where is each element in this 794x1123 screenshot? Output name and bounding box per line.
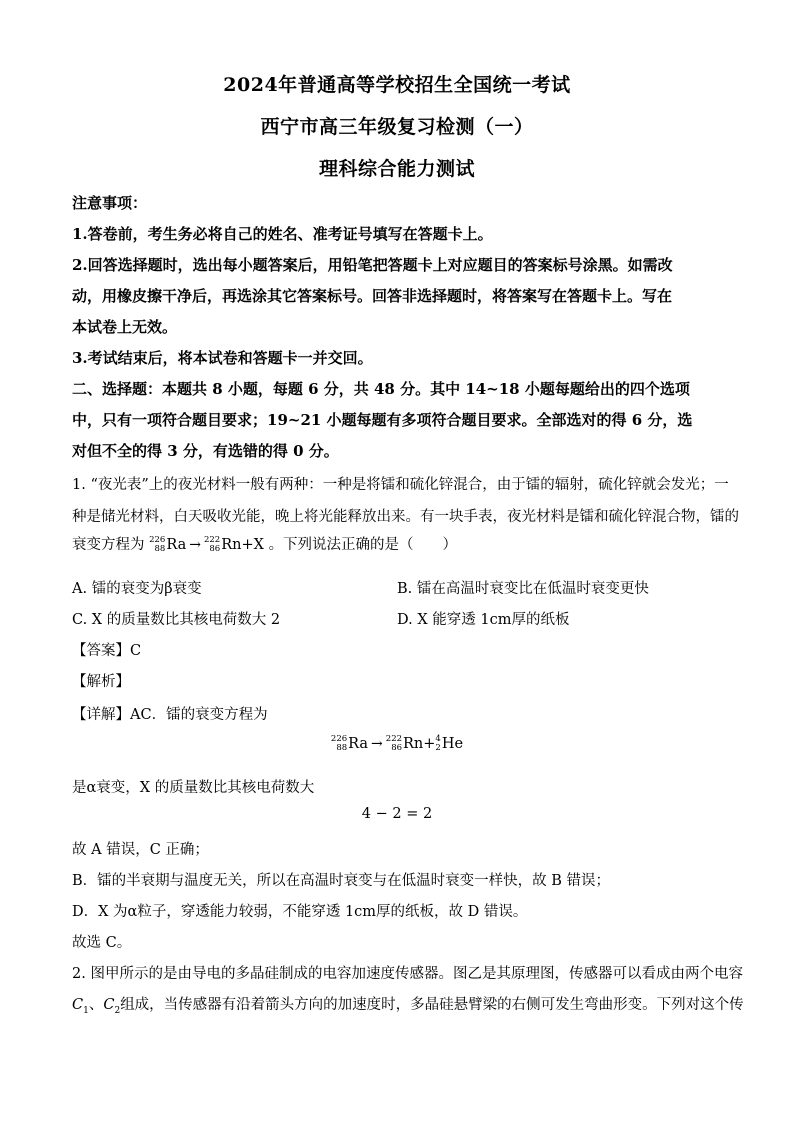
exam-subject: 理科综合能力测试 <box>318 158 475 180</box>
ra-isotope-numbers-2 <box>331 735 347 753</box>
reaction-arrow-icon: → <box>189 537 201 553</box>
he-atomic-number: 2 <box>435 743 441 753</box>
q1-decay-equation-centered <box>0 735 794 753</box>
q1-detail: 【详解】AC．镭的衰变方程为 <box>72 707 268 723</box>
q1-explanation-1: 是α衰变，X 的质量数比其核电荷数大 <box>72 780 315 796</box>
ra-symbol-2: Ra <box>348 736 369 752</box>
notice-heading: 注意事项： <box>72 194 148 212</box>
q1-conclusion: 故选 C。 <box>72 935 132 951</box>
q1-explanation-4: D．X 为α粒子，穿透能力较弱，不能穿透 1cm厚的纸板，故 D 错误。 <box>72 904 528 920</box>
exam-subtitle: 西宁市高三年级复习检测（一） <box>260 116 534 138</box>
q1-stem-prefix: 衰变方程为 <box>72 537 145 553</box>
q1-option-d: D. X 能穿透 1cm厚的纸板 <box>397 612 570 628</box>
decay-equation <box>149 536 264 554</box>
rn-isotope-numbers-2 <box>386 735 402 753</box>
q1-explanation-2: 故 A 错误，C 正确； <box>72 842 209 858</box>
he-symbol: He <box>441 736 464 752</box>
reaction-arrow-icon-2: → <box>371 736 383 752</box>
q1-stem-line-3 <box>72 533 457 554</box>
section-instructions-line-2: 中，只有一项符合题目要求；19~21 小题每题有多项符合题目要求。全部选对的得 6 分，选 <box>72 411 693 429</box>
q2-stem-line-1: 2. 图甲所示的是由导电的多晶硅制成的电容加速度传感器。图乙是其原理图，传感器可以看成由两个电容 <box>72 966 743 982</box>
notice-item-2-line-3: 本试卷上无效。 <box>72 318 178 336</box>
rn-atomic-number-2: 86 <box>391 743 403 753</box>
decay-equation-full <box>331 735 463 753</box>
capacitor-c2-subscript: 2 <box>114 1005 121 1016</box>
notice-item-2-line-1: 2.回答选择题时，选出每小题答案后，用铅笔把答题卡上对应题目的答案标号涂黑。如需改 <box>72 256 673 274</box>
q1-option-b: B. 镭在高温时衰变比在低温时衰变更快 <box>397 581 649 597</box>
capacitor-c1-symbol: C <box>72 997 84 1013</box>
notice-item-2-line-2: 动，用橡皮擦干净后，再选涂其它答案标号。回答非选择题时，将答案写在答题卡上。写在 <box>72 287 673 305</box>
notice-item-1: 1.答卷前，考生务必将自己的姓名、准考证号填写在答题卡上。 <box>72 225 493 243</box>
section-instructions-line-3: 对但不全的得 3 分，有选错的得 0 分。 <box>72 442 339 460</box>
q2-stem-line-2 <box>72 993 744 1016</box>
q1-analysis-label: 【解析】 <box>72 674 130 690</box>
ra-mass-number: 226 <box>149 535 166 545</box>
capacitor-c1-subscript: 1 <box>83 1005 89 1016</box>
section-instructions-line-1: 二、选择题：本题共 8 小题，每题 6 分，共 48 分。其中 14~18 小题每题给出的四个选项 <box>72 380 690 398</box>
rn-mass-number: 222 <box>203 535 221 545</box>
he-mass-number: 4 <box>435 734 441 744</box>
ra-atomic-number: 88 <box>154 544 166 554</box>
rn-mass-number-2: 222 <box>385 734 403 744</box>
rn-atomic-number: 86 <box>209 544 221 554</box>
ra-atomic-number-2: 88 <box>336 743 348 753</box>
q1-option-a: A. 镭的衰变为β衰变 <box>72 581 202 597</box>
q1-option-c: C. X 的质量数比其核电荷数大 2 <box>72 612 281 628</box>
exam-title: 2024年普通高等学校招生全国统一考试 <box>223 74 571 96</box>
q2-stem-line-2-text: 组成，当传感器有沿着箭头方向的加速度时，多晶硅悬臂梁的右侧可发生弯曲形变。下列对这个传 <box>120 997 744 1013</box>
he-isotope-numbers <box>435 735 440 753</box>
q1-stem-suffix: 。下列说法正确的是（ ） <box>268 537 458 553</box>
ra-symbol: Ra <box>166 537 187 553</box>
ra-isotope-numbers <box>149 536 165 554</box>
q1-explanation-3: B．镭的半衰期与温度无关，所以在高温时衰变与在低温时衰变一样快，故 B 错误； <box>72 873 611 889</box>
capacitor-separator: 、 <box>88 997 104 1013</box>
rn-isotope-numbers <box>204 536 220 554</box>
rn-symbol-2: Rn+ <box>403 736 436 752</box>
capacitor-c2-symbol: C <box>103 997 115 1013</box>
q1-calculation: 4 − 2 = 2 <box>361 806 433 822</box>
ra-mass-number-2: 226 <box>330 734 348 744</box>
q1-answer: 【答案】C <box>72 643 142 659</box>
rn-symbol: Rn+X <box>221 537 264 553</box>
notice-item-3: 3.考试结束后，将本试卷和答题卡一并交回。 <box>72 349 373 367</box>
q1-stem-line-1: 1. “夜光表”上的夜光材料一般有两种：一种是将镭和硫化锌混合，由于镭的辐射，硫化锌就会发光；一 <box>72 477 729 493</box>
q1-stem-line-2: 种是储光材料，白天吸收光能，晚上将光能释放出来。有一块手表，夜光材料是镭和硫化锌混合物，镭的 <box>72 509 739 525</box>
